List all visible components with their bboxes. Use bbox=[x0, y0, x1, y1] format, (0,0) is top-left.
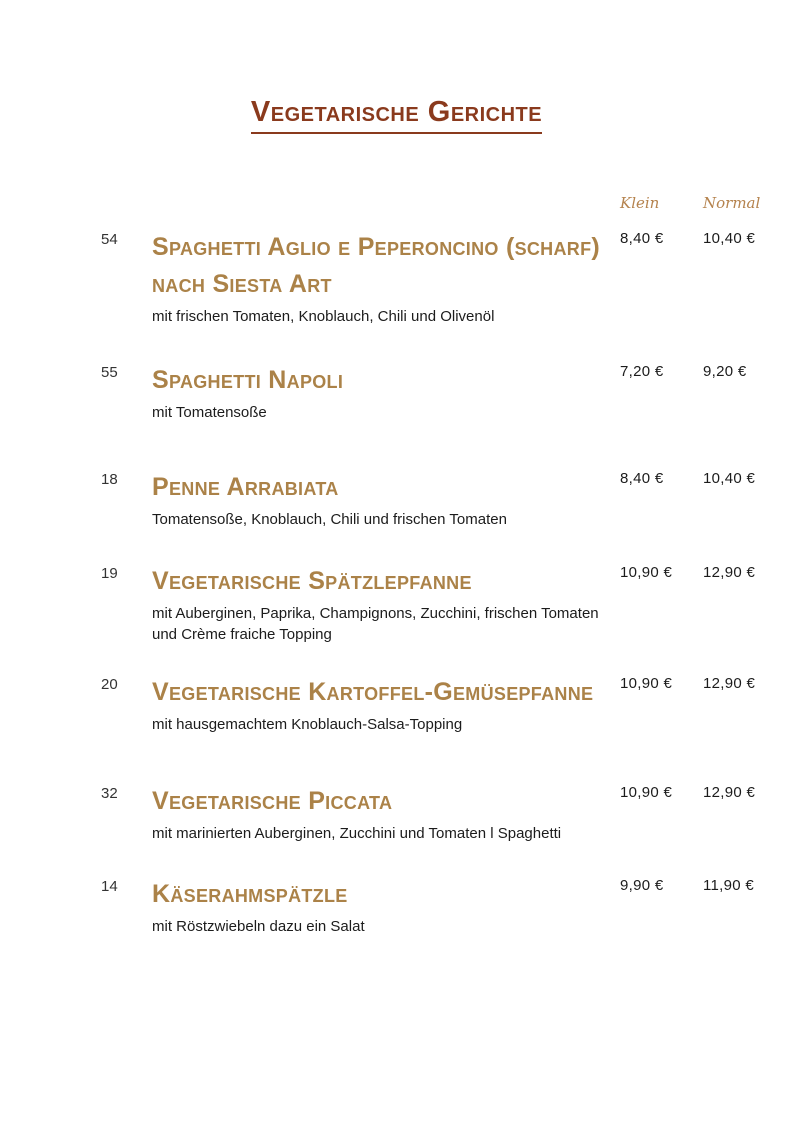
item-name: Vegetarische Piccata bbox=[152, 787, 393, 815]
item-body bbox=[152, 563, 622, 645]
price-klein: 10,90 € bbox=[620, 784, 673, 801]
item-name: Spaghetti Aglio e Peperoncino (scharf) nach Siesta Art bbox=[152, 233, 600, 298]
item-description: mit frischen Tomaten, Knoblauch, Chili und Olivenöl bbox=[152, 308, 495, 325]
item-description: mit Auberginen, Paprika, Champignons, Zucchini, frischen Tomaten und Crème fraiche Topping bbox=[152, 605, 599, 643]
column-header-normal: Normal bbox=[703, 194, 761, 212]
item-name: Vegetarische Kartoffel-Gemüsepfanne bbox=[152, 678, 594, 706]
item-number: 20 bbox=[101, 676, 118, 693]
item-body bbox=[152, 876, 622, 937]
price-normal: 10,40 € bbox=[703, 470, 756, 487]
price-normal: 12,90 € bbox=[703, 564, 756, 581]
page-title: Vegetarische Gerichte bbox=[251, 96, 542, 134]
price-normal: 12,90 € bbox=[703, 784, 756, 801]
item-number: 55 bbox=[101, 364, 118, 381]
item-body bbox=[152, 469, 622, 530]
item-name: Vegetarische Spätzlepfanne bbox=[152, 567, 472, 595]
item-description: mit Röstzwiebeln dazu ein Salat bbox=[152, 918, 365, 935]
item-body bbox=[152, 362, 622, 423]
item-description: mit Tomatensoße bbox=[152, 404, 267, 421]
item-number: 54 bbox=[101, 231, 118, 248]
price-klein: 10,90 € bbox=[620, 564, 673, 581]
item-name: Penne Arrabiata bbox=[152, 473, 339, 501]
item-number: 32 bbox=[101, 785, 118, 802]
price-klein: 8,40 € bbox=[620, 470, 664, 487]
price-normal: 10,40 € bbox=[703, 230, 756, 247]
price-klein: 9,90 € bbox=[620, 877, 664, 894]
price-klein: 7,20 € bbox=[620, 363, 664, 380]
item-body bbox=[152, 229, 622, 327]
price-klein: 10,90 € bbox=[620, 675, 673, 692]
item-description: Tomatensoße, Knoblauch, Chili und frischen Tomaten bbox=[152, 511, 507, 528]
column-header-klein: Klein bbox=[620, 194, 660, 212]
price-normal: 12,90 € bbox=[703, 675, 756, 692]
title-container bbox=[0, 96, 793, 134]
item-description: mit marinierten Auberginen, Zucchini und Tomaten l Spaghetti bbox=[152, 825, 562, 842]
price-normal: 11,90 € bbox=[703, 877, 755, 894]
item-name: Käserahmspätzle bbox=[152, 880, 348, 908]
item-name: Spaghetti Napoli bbox=[152, 366, 344, 394]
item-body bbox=[152, 674, 622, 735]
item-body bbox=[152, 783, 622, 844]
price-klein: 8,40 € bbox=[620, 230, 664, 247]
item-number: 14 bbox=[101, 878, 118, 895]
item-number: 18 bbox=[101, 471, 118, 488]
item-description: mit hausgemachtem Knoblauch-Salsa-Topping bbox=[152, 716, 463, 733]
item-number: 19 bbox=[101, 565, 118, 582]
price-normal: 9,20 € bbox=[703, 363, 747, 380]
